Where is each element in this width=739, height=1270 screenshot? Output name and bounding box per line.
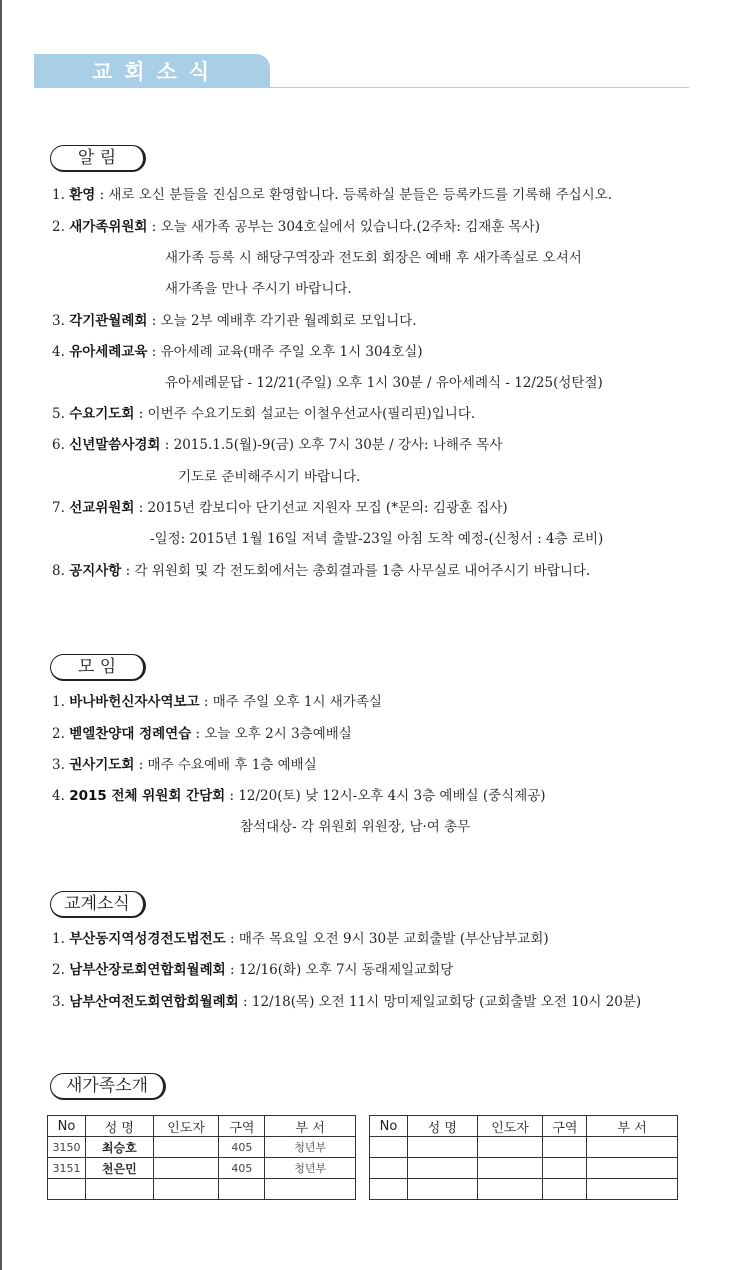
cell-district	[543, 1179, 587, 1200]
cell-name	[85, 1179, 153, 1200]
item-number: 7.	[52, 500, 65, 516]
meeting-4-cont: 참석대상- 각 위원회 위원장, 남·여 총무	[240, 819, 471, 835]
item-text: : 12/16(화) 오후 7시 동래제일교회당	[225, 962, 454, 978]
col-header-district: 구역	[543, 1116, 587, 1137]
item-heading: 벧엘찬양대 정례연습	[69, 726, 192, 742]
item-text: : 오늘 2부 예배후 각기관 월례회로 모입니다.	[147, 313, 417, 329]
cell-district: 405	[219, 1137, 265, 1158]
notice-2-cont-1: 새가족 등록 시 해당구역장과 전도회 회장은 예배 후 새가족실로 오셔서	[165, 250, 582, 266]
cell-no	[48, 1179, 86, 1200]
table-header-row	[370, 1116, 678, 1137]
cell-name	[407, 1158, 477, 1179]
col-header-name: 성 명	[407, 1116, 477, 1137]
notice-1	[52, 186, 612, 204]
notice-4	[52, 343, 423, 361]
table-row	[370, 1179, 678, 1200]
item-text: : 오늘 새가족 공부는 304호실에서 있습니다.(2주차: 김재훈 목사)	[147, 219, 540, 235]
cell-dept	[587, 1179, 678, 1200]
table-row	[48, 1179, 356, 1200]
item-number: 6.	[52, 437, 65, 453]
item-heading: 새가족위원회	[69, 219, 148, 235]
cell-no	[370, 1179, 408, 1200]
item-text: : 2015년 캄보디아 단기선교 지원자 모집 (*문의: 김광훈 집사)	[134, 500, 508, 516]
cell-name: 최승호	[85, 1137, 153, 1158]
item-heading: 남부산여전도회연합회월례회	[69, 994, 239, 1010]
cell-dept	[587, 1158, 678, 1179]
item-heading: 남부산장로회연합회월례회	[69, 962, 226, 978]
cell-no	[370, 1137, 408, 1158]
cell-guide	[153, 1137, 219, 1158]
meeting-3	[52, 756, 317, 774]
cell-district	[543, 1137, 587, 1158]
table-row	[370, 1158, 678, 1179]
presbytery-label: 교계소식	[50, 891, 146, 918]
item-number: 3.	[52, 757, 65, 773]
item-heading: 권사기도회	[69, 757, 135, 773]
item-heading: 유아세례교육	[69, 344, 148, 360]
presbytery-3	[52, 993, 641, 1011]
notice-2-cont-2: 새가족을 만나 주시기 바랍니다.	[165, 281, 352, 297]
cell-name: 천은민	[85, 1158, 153, 1179]
cell-guide	[477, 1179, 543, 1200]
cell-dept	[265, 1179, 356, 1200]
item-text: : 매주 목요일 오전 9시 30분 교회출발 (부산남부교회)	[225, 931, 549, 947]
cell-district	[543, 1158, 587, 1179]
cell-name	[407, 1137, 477, 1158]
item-number: 1.	[52, 694, 65, 710]
meeting-4	[52, 787, 546, 805]
item-text: : 유아세례 교육(매주 주일 오후 1시 304호실)	[147, 344, 423, 360]
notice-6	[52, 436, 502, 454]
table-row	[48, 1158, 356, 1179]
col-header-no: No	[370, 1116, 408, 1137]
table-row	[48, 1137, 356, 1158]
cell-district: 405	[219, 1158, 265, 1179]
cell-no: 3150	[48, 1137, 86, 1158]
presbytery-2	[52, 961, 453, 979]
cell-name	[407, 1179, 477, 1200]
col-header-dept: 부 서	[265, 1116, 356, 1137]
item-heading: 바나바헌신자사역보고	[69, 694, 200, 710]
title-rule	[270, 87, 689, 88]
col-header-district: 구역	[219, 1116, 265, 1137]
item-number: 4.	[52, 344, 65, 360]
item-text: : 2015.1.5(월)-9(금) 오후 7시 30분 / 강사: 나해주 목사	[160, 437, 503, 453]
item-number: 2.	[52, 726, 65, 742]
page-title: 교회소식	[34, 54, 270, 88]
item-text: : 12/18(목) 오전 11시 망미제일교회당 (교회출발 오전 10시 20분)	[238, 994, 642, 1010]
cell-dept: 청년부	[265, 1158, 356, 1179]
notice-5	[52, 405, 475, 423]
item-number: 3.	[52, 313, 65, 329]
item-text: : 각 위원회 및 각 전도회에서는 총회결과를 1층 사무실로 내어주시기 바랍니다.	[121, 563, 591, 579]
item-text: : 12/20(토) 낮 12시-오후 4시 3층 예배실 (중식제공)	[225, 788, 546, 804]
cell-guide	[153, 1179, 219, 1200]
item-heading: 부산동지역성경전도법전도	[69, 931, 226, 947]
item-number: 2.	[52, 962, 65, 978]
newcomers-table-right	[369, 1115, 678, 1200]
cell-no	[370, 1158, 408, 1179]
item-text: : 매주 수요예배 후 1층 예배실	[134, 757, 317, 773]
item-heading: 선교위원회	[69, 500, 135, 516]
item-number: 5.	[52, 406, 65, 422]
item-number: 3.	[52, 994, 65, 1010]
item-number: 1.	[52, 931, 65, 947]
meeting-1	[52, 693, 382, 711]
presbytery-1	[52, 930, 549, 948]
col-header-no: No	[48, 1116, 86, 1137]
notice-2	[52, 218, 540, 236]
cell-dept	[587, 1137, 678, 1158]
item-heading: 2015 전체 위원회 간담회	[69, 788, 226, 804]
notice-7-cont: -일정: 2015년 1월 16일 저녁 출발-23일 아침 도착 예정-(신청서 : 4층 로비)	[150, 531, 604, 547]
notice-3	[52, 312, 417, 330]
col-header-name: 성 명	[85, 1116, 153, 1137]
cell-guide	[477, 1137, 543, 1158]
notice-7	[52, 499, 508, 517]
notice-6-cont: 기도로 준비해주시기 바랍니다.	[178, 469, 361, 485]
item-number: 8.	[52, 563, 65, 579]
cell-no: 3151	[48, 1158, 86, 1179]
item-heading: 공지사항	[69, 563, 122, 579]
item-heading: 수요기도회	[69, 406, 135, 422]
notice-8	[52, 562, 590, 580]
cell-guide	[477, 1158, 543, 1179]
item-number: 4.	[52, 788, 65, 804]
item-text: : 새로 오신 분들을 진심으로 환영합니다. 등록하실 분들은 등록카드를 기록해 주십시오.	[95, 187, 613, 203]
col-header-guide: 인도자	[153, 1116, 219, 1137]
item-text: : 매주 주일 오후 1시 새가족실	[199, 694, 382, 710]
cell-dept: 청년부	[265, 1137, 356, 1158]
col-header-guide: 인도자	[477, 1116, 543, 1137]
notices-label: 알 림	[50, 145, 146, 172]
newcomers-table-left	[47, 1115, 356, 1200]
table-row	[370, 1137, 678, 1158]
table-header-row	[48, 1116, 356, 1137]
meeting-2	[52, 725, 352, 743]
item-heading: 신년말씀사경회	[69, 437, 161, 453]
page-edge	[0, 0, 2, 1270]
cell-district	[219, 1179, 265, 1200]
item-text: : 이번주 수요기도회 설교는 이철우선교사(필리핀)입니다.	[134, 406, 476, 422]
meetings-label: 모 임	[50, 654, 146, 681]
item-text: : 오늘 오후 2시 3층예배실	[191, 726, 352, 742]
cell-guide	[153, 1158, 219, 1179]
item-heading: 환영	[69, 187, 96, 203]
item-heading: 각기관월례회	[69, 313, 148, 329]
item-number: 1.	[52, 187, 65, 203]
col-header-dept: 부 서	[587, 1116, 678, 1137]
newcomers-label: 새가족소개	[50, 1073, 166, 1100]
item-number: 2.	[52, 219, 65, 235]
notice-4-cont: 유아세례문답 - 12/21(주일) 오후 1시 30분 / 유아세례식 - 12/25(성탄절)	[165, 375, 603, 391]
